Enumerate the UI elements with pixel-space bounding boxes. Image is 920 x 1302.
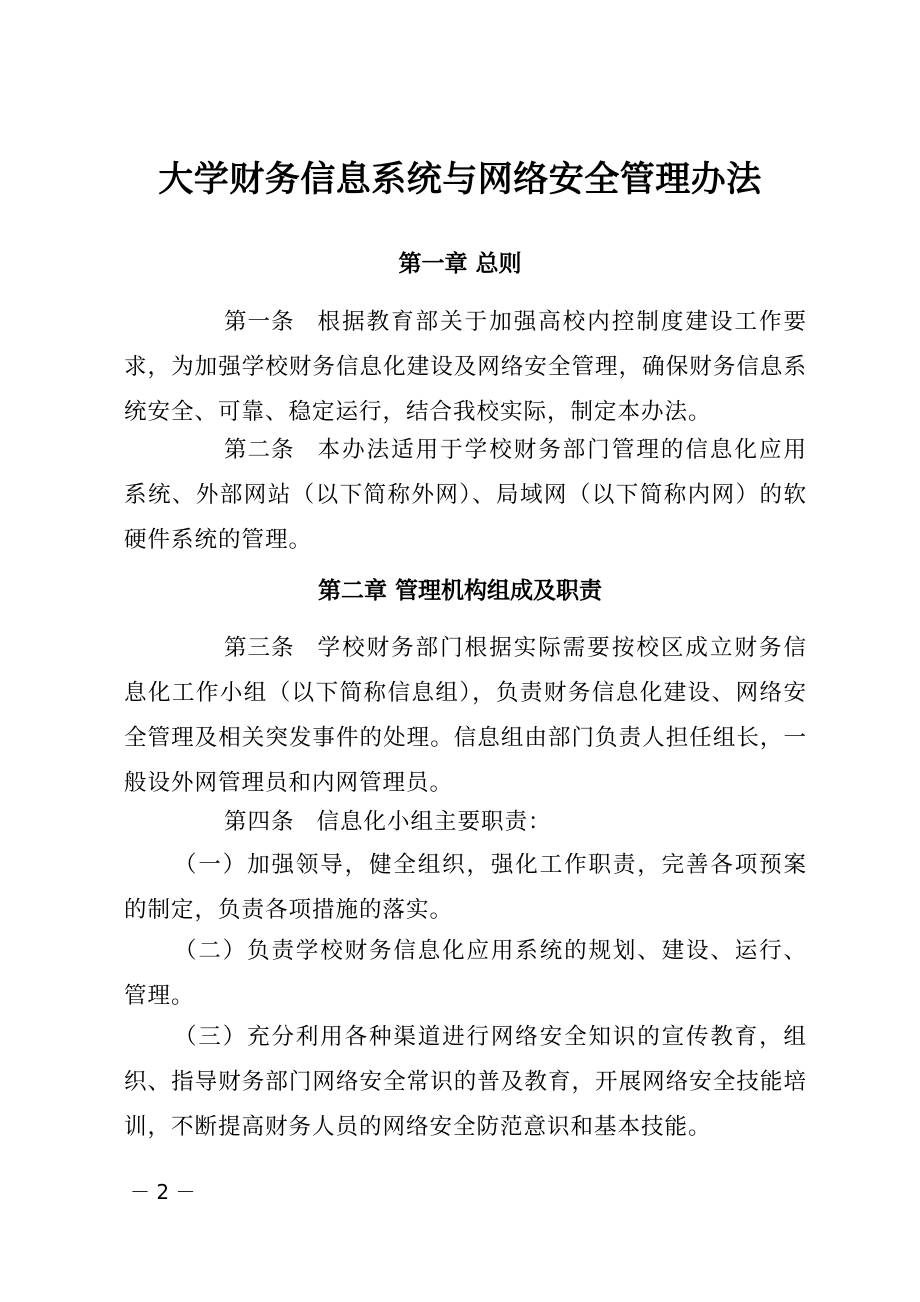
duty-item-3: （三）充分利用各种渠道进行网络安全知识的宣传教育，组织、指导财务部门网络安全常识的普及教育，开展网络安全技能培训，不断提高财务人员的网络安全防范意识和基本技能。: [124, 1024, 807, 1140]
article-label: 第四条: [224, 809, 295, 835]
article-3: [124, 626, 807, 806]
article-text: 学校财务部门根据实际需要按校区成立财务信息化工作小组（以下简称信息组），负责财务信息化建设、网络安全管理及相关突发事件的处理。信息组由部门负责人担任组长，一般设外网管理员和内网管理员。: [124, 635, 807, 796]
duty-item-2: （二）负责学校财务信息化应用系统的规划、建设、运行、管理。: [124, 938, 807, 1009]
article-2: [124, 428, 807, 563]
article-text: 根据教育部关于加强高校内控制度建设工作要求，为加强学校财务信息化建设及网络安全管理，确保财务信息系统安全、可靠、稳定运行，结合我校实际，制定本办法。: [124, 309, 807, 425]
document-title: 大学财务信息系统与网络安全管理办法: [158, 159, 762, 200]
article-label: 第一条: [224, 309, 295, 335]
article-label: 第二条: [224, 437, 295, 463]
page-number: － 2 －: [130, 1180, 196, 1204]
chapter-heading-2: 第二章 管理机构组成及职责: [317, 578, 602, 604]
article-label: 第三条: [224, 635, 295, 661]
duty-item-1: （一）加强领导，健全组织，强化工作职责，完善各项预案的制定，负责各项措施的落实。: [124, 852, 807, 923]
article-4: [124, 800, 807, 845]
chapter-heading-1: 第一章 总则: [398, 251, 522, 277]
article-text: 本办法适用于学校财务部门管理的信息化应用系统、外部网站（以下简称外网）、局域网（以下简称内网）的软硬件系统的管理。: [124, 437, 807, 553]
article-1: [124, 300, 807, 435]
article-text: 信息化小组主要职责：: [316, 809, 552, 835]
